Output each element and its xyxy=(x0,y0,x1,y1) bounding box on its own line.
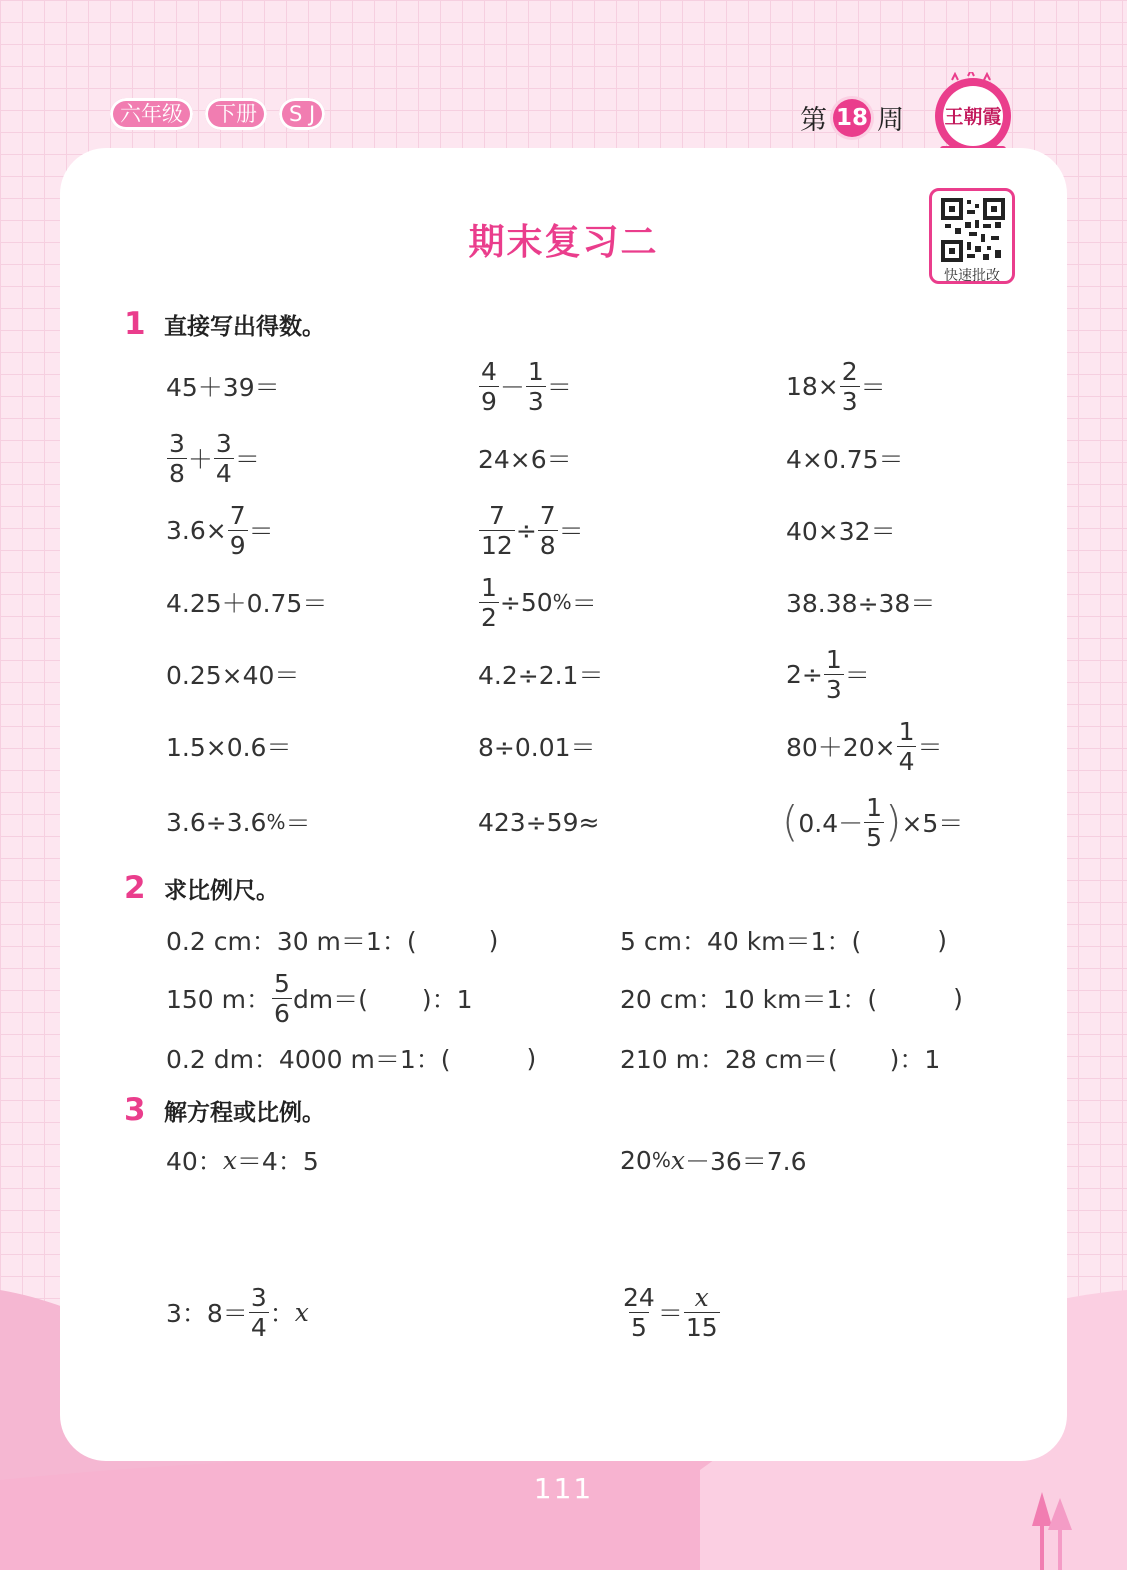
q2-d: 20 cm：10 km＝1：( ) xyxy=(620,983,963,1014)
q1-r4c1: 4.25＋0.75＝ xyxy=(166,589,328,618)
q1-r5c2: 4.2÷2.1＝ xyxy=(478,661,604,690)
section-number: 3 xyxy=(124,1092,146,1128)
svg-text:王朝霞: 王朝霞 xyxy=(944,106,1002,128)
q1-r1c3: 18× $\frac{2}{3}$ ＝ xyxy=(786,356,886,416)
q1-r2c2: 24×6＝ xyxy=(478,445,572,474)
qr-caption: 快速批改 xyxy=(944,268,1000,284)
q1-r5c1: 0.25×40＝ xyxy=(166,661,300,690)
q2-c: 150 m： 5 6 dm＝( )：1 xyxy=(166,968,473,1028)
q1-r6c2: 8÷0.01＝ xyxy=(478,733,596,762)
section-title: 求比例尺。 xyxy=(164,878,279,904)
section-number: 2 xyxy=(124,870,146,906)
week-prefix: 第 xyxy=(800,105,827,136)
volume-tag: 下册 xyxy=(205,98,267,130)
q1-r3c2: $\frac{7}{12}$ ÷ $\frac{7}{8}$ ＝ xyxy=(481,500,584,560)
page-title: 期末复习二 xyxy=(468,222,659,263)
page-number: 111 xyxy=(533,1472,594,1505)
q2-b: 5 cm：40 km＝1：( ) xyxy=(620,925,947,956)
grade-tag: 六年级 xyxy=(110,98,193,130)
edition-tag: S J xyxy=(279,98,325,130)
section-number: 1 xyxy=(124,306,146,342)
q1-r1c1: 45＋39＝ xyxy=(166,373,280,402)
q1-r7c1: 3.6÷3.6 % ＝ xyxy=(166,807,311,838)
section-3-heading xyxy=(124,1092,325,1128)
q1-r4c3: 38.38÷38＝ xyxy=(786,589,936,618)
q2-a: 0.2 cm：30 m＝1：( ) xyxy=(166,925,499,956)
section-1-heading xyxy=(124,306,325,342)
section-2-heading xyxy=(124,870,279,906)
section-title: 解方程或比例。 xyxy=(164,1100,325,1126)
qr-code-block[interactable] xyxy=(929,188,1015,284)
section-title: 直接写出得数。 xyxy=(164,314,325,340)
q1-r1c2: 4 9 － 1 3 ＝ xyxy=(481,356,572,416)
q1-r7c2: 423÷59≈ xyxy=(478,807,600,837)
q2-f: 210 m：28 cm＝( )：1 xyxy=(620,1045,941,1074)
week-number-badge: 18 xyxy=(833,99,871,137)
q1-r2c1: 3 8 ＋ 3 4 ＝ xyxy=(169,428,260,488)
q1-r7c3: ( 0.4－ 1 5 ) ×5＝ xyxy=(782,792,964,852)
q3-c: 3：8＝ 3 4 ： x xyxy=(166,1282,309,1342)
week-label xyxy=(800,98,904,137)
q1-r2c3: 4×0.75＝ xyxy=(786,445,904,474)
tree-decoration-icon xyxy=(1028,1492,1078,1570)
week-suffix: 周 xyxy=(877,105,904,136)
q1-r5c3: 2÷ $\frac{1}{3}$ ＝ xyxy=(786,644,870,704)
q3-d: 24 5 ＝ x 15 xyxy=(623,1282,718,1342)
q3-b: 20 % x －36＝7.6 xyxy=(620,1145,807,1176)
q3-a: 40： x ＝4：5 xyxy=(166,1145,319,1176)
brand-logo-icon xyxy=(932,72,1014,160)
q1-r3c3: 40×32＝ xyxy=(786,517,896,546)
qr-code-icon xyxy=(941,198,1005,262)
q2-e: 0.2 dm：4000 m＝1：( ) xyxy=(166,1043,537,1074)
q1-r4c2: $\frac{1}{2}$ ÷50 % ＝ xyxy=(481,572,597,632)
q1-r3c1: 3.6× $\frac{7}{9}$ ＝ xyxy=(166,500,274,560)
q1-r6c1: 1.5×0.6＝ xyxy=(166,733,292,762)
grade-tags xyxy=(110,98,325,130)
q1-r6c3: 80＋20× $\frac{1}{4}$ ＝ xyxy=(786,716,943,776)
